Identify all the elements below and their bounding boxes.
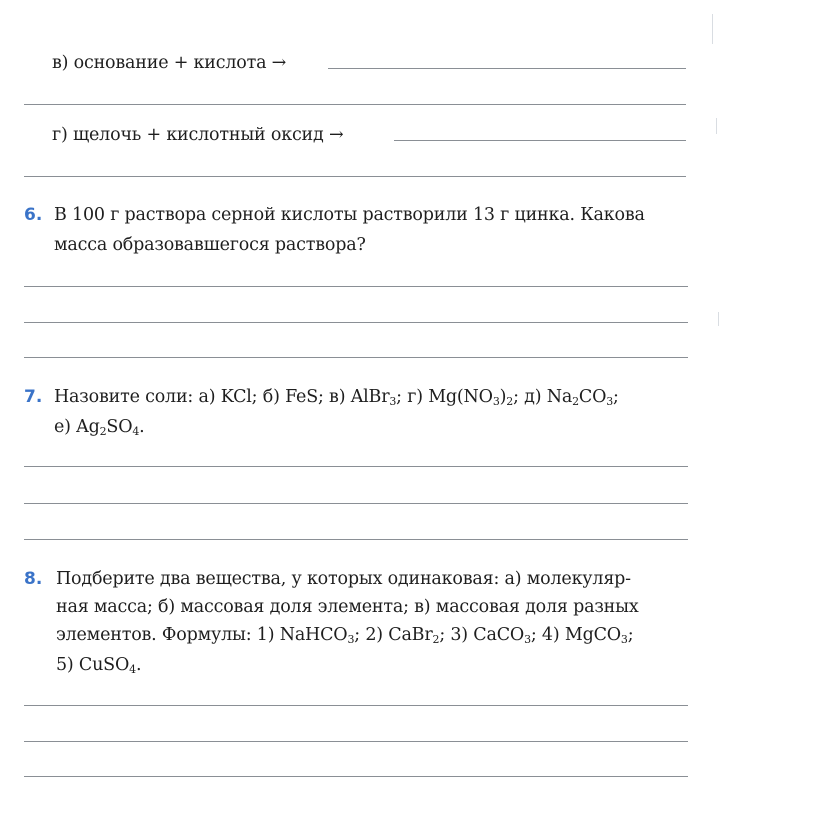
margin-mark [718,312,722,326]
answer-line[interactable] [24,322,688,323]
task5-item-g: г) щелочь + кислотный оксид → [52,125,344,145]
answer-line[interactable] [328,68,686,69]
answer-line[interactable] [394,140,686,141]
task7-number: 7. [24,387,43,407]
task8-text-line2: ная масса; б) массовая доля элемента; в) массовая доля разных [56,597,639,617]
answer-line[interactable] [24,741,688,742]
task6-number: 6. [24,205,43,225]
task7-text-line2: е) $Ag_2SO_4$. [54,417,145,438]
task6-text-line2: масса образовавшегося раствора? [54,235,366,255]
answer-line[interactable] [24,104,686,105]
answer-line[interactable] [24,776,688,777]
task6-text-line1: В 100 г раствора серной кислоты растворили 13 г цинка. Какова [54,205,645,225]
task8-text-line3: элементов. Формулы: 1) NaHCO$_3$; 2) CaBr$_2$; 3) CaCO$_3$; 4) MgCO$_3$; [56,625,634,646]
answer-line[interactable] [24,357,688,358]
answer-line[interactable] [24,503,688,504]
task8-text-line4: 5) CuSO$_4$. [56,655,142,676]
task8-number: 8. [24,569,43,589]
task8-text-line1: Подберите два вещества, у которых одинаковая: а) молекуляр- [56,569,631,589]
answer-line[interactable] [24,705,688,706]
task7-text-line1: Назовите соли: а) KCl; б) FeS; в) AlBr$_3$; г) $Mg(NO_3)_2$; д) $Na_2CO_3$; [54,387,619,408]
answer-line[interactable] [24,466,688,467]
answer-line[interactable] [24,176,686,177]
margin-mark [712,14,716,44]
task5-item-v: в) основание + кислота → [52,53,287,73]
answer-line[interactable] [24,539,688,540]
margin-mark [716,118,720,134]
answer-line[interactable] [24,286,688,287]
